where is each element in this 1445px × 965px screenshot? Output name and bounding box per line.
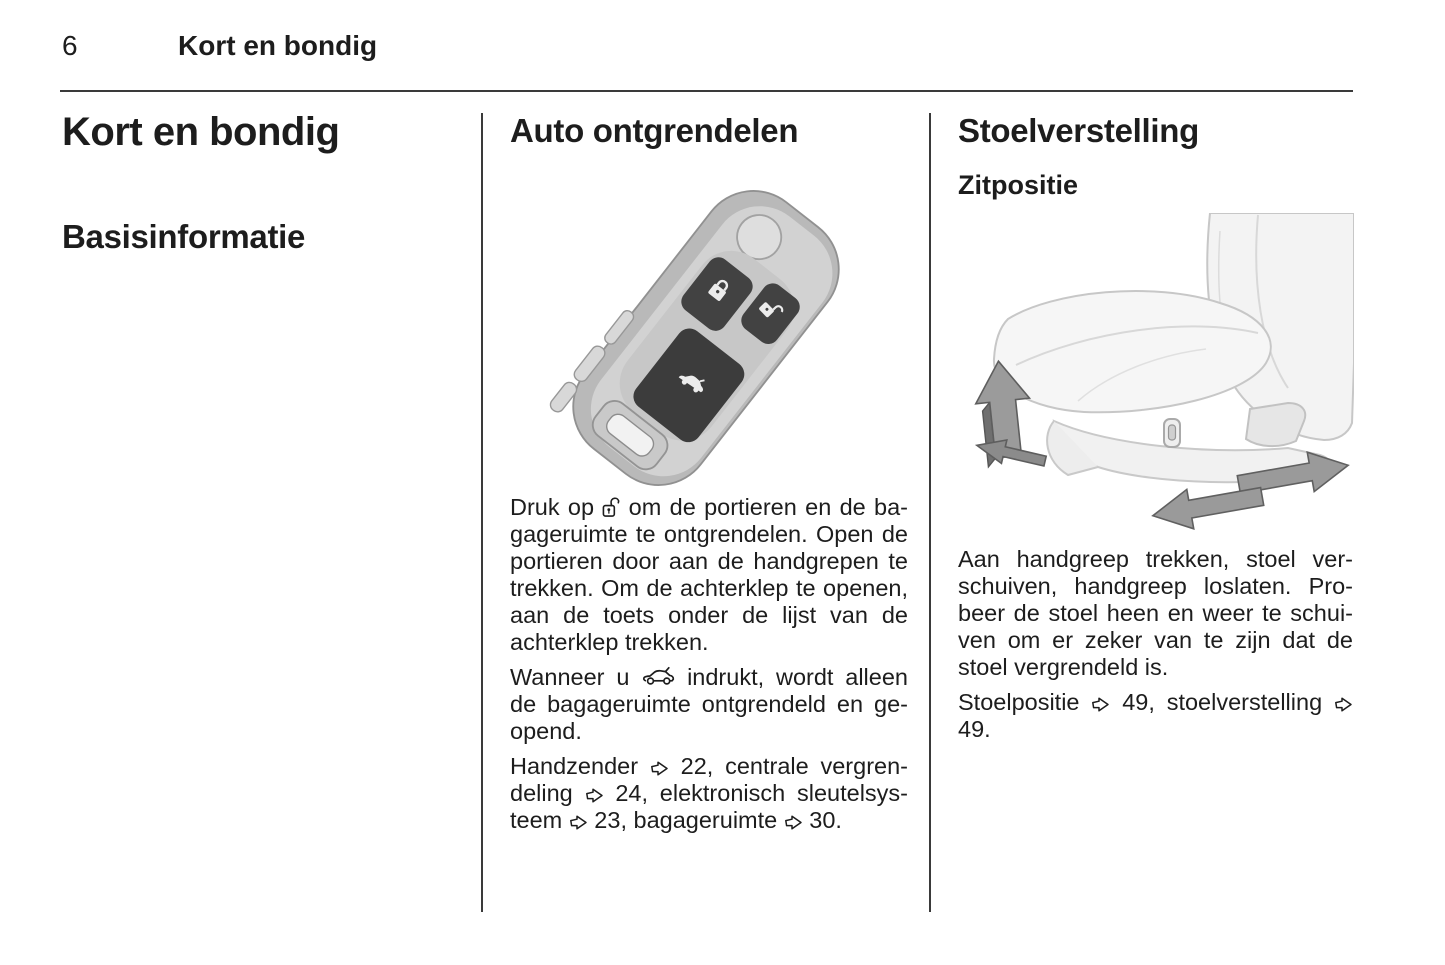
running-header-title: Kort en bondig	[178, 30, 378, 61]
heading-stoelverstelling: Stoelverstelling	[958, 112, 1199, 149]
paragraph: Aan handgreep trekken, stoel verschuiven, handgreep loslaten. Probeer de stoel heen en weer te schuiven om er zeker van te zijn dat de stoel vergrendeld is.	[958, 546, 1353, 680]
seat-recline-mechanism	[1246, 403, 1305, 446]
header-rule	[60, 90, 1353, 92]
unlock-icon	[602, 494, 620, 521]
seat-graphic	[958, 213, 1354, 545]
heading-auto-ontgrendelen: Auto ontgrendelen	[510, 112, 799, 149]
subheading-zitpositie: Zitpositie	[958, 170, 1078, 200]
page-ref-arrow-icon	[1091, 689, 1110, 716]
page-ref-arrow-icon	[784, 807, 803, 834]
paragraph: Druk op om de portieren en de bagageruimte te ontgrendelen. Open de portieren door aan de handgrepen te trekken. Om de achterklep te openen, aan de toets onder de lijst van de achterklep trekken.	[510, 494, 908, 655]
page-number: 6	[62, 30, 78, 61]
paragraph: Handzender 22, centrale vergrendeling 24, elektronisch sleutelsysteem 23, bagageruimte 30.	[510, 753, 908, 833]
key-fob-graphic	[508, 166, 908, 500]
page-ref-arrow-icon	[1334, 689, 1353, 716]
seat-illustration	[958, 213, 1354, 545]
paragraph: Wanneer u indrukt, wordt alleen de bagageruimte ontgrendeld en geopend.	[510, 664, 908, 744]
paragraph: Stoelpositie 49, stoelverstelling 49.	[958, 689, 1353, 743]
page-ref-arrow-icon	[585, 780, 604, 807]
stoelverstelling-text	[958, 546, 1353, 751]
column-divider-1	[481, 113, 483, 912]
key-fob-illustration	[508, 166, 908, 500]
page-ref-arrow-icon	[569, 807, 588, 834]
auto-ontgrendelen-text	[510, 494, 908, 842]
column-divider-2	[929, 113, 931, 912]
car-trunk-icon	[641, 664, 675, 691]
section-title: Basisinformatie	[62, 218, 306, 255]
seat-cushion	[994, 291, 1271, 412]
page-ref-arrow-icon	[650, 753, 669, 780]
chapter-title: Kort en bondig	[62, 110, 340, 154]
